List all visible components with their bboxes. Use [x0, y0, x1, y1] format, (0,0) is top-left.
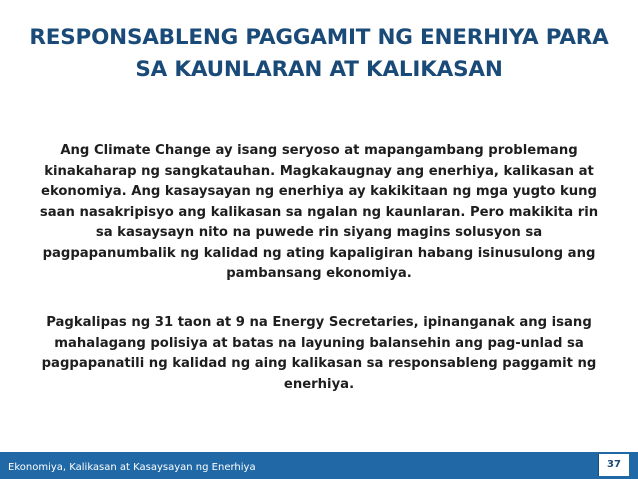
paragraph-climate-change: Ang Climate Change ay isang seryoso at mapangambang problemang kinakaharap ng sangkatauhan. Magkakaugnay ang enerhiya, kalikasan at ekonomiya. Ang kasaysayan ng enerhiya ay kakikitaan ng mga yugto kung saan nasakripisyo ang kalikasan sa ngalan ng kaunlaran. Pero makikita rin sa kasaysayn nito na puwede rin siyang magins solusyon sa pagpapanumbalik ng kalidad ng ating kapaligiran habang isinusulong ang pambansang ekonomiya. [39, 143, 599, 281]
page-number-box [598, 454, 629, 476]
footer-bar [0, 452, 638, 479]
footer-title: Ekonomiya, Kalikasan at Kasaysayan ng Enerhiya [8, 462, 256, 473]
page-number: 37 [607, 459, 621, 470]
slide-title: RESPONSABLENG PAGGAMIT NG ENERHIYA PARA SA KAUNLARAN AT KALIKASAN [29, 25, 609, 82]
paragraph-energy-policy: Pagkalipas ng 31 taon at 9 na Energy Secretaries, ipinanganak ang isang mahalagang polisiya at batas na layuning balansehin ang pag-unlad sa pagpapanatili ng kalidad ng aing kalikasan sa responsableng paggamit ng enerhiya. [41, 315, 597, 392]
